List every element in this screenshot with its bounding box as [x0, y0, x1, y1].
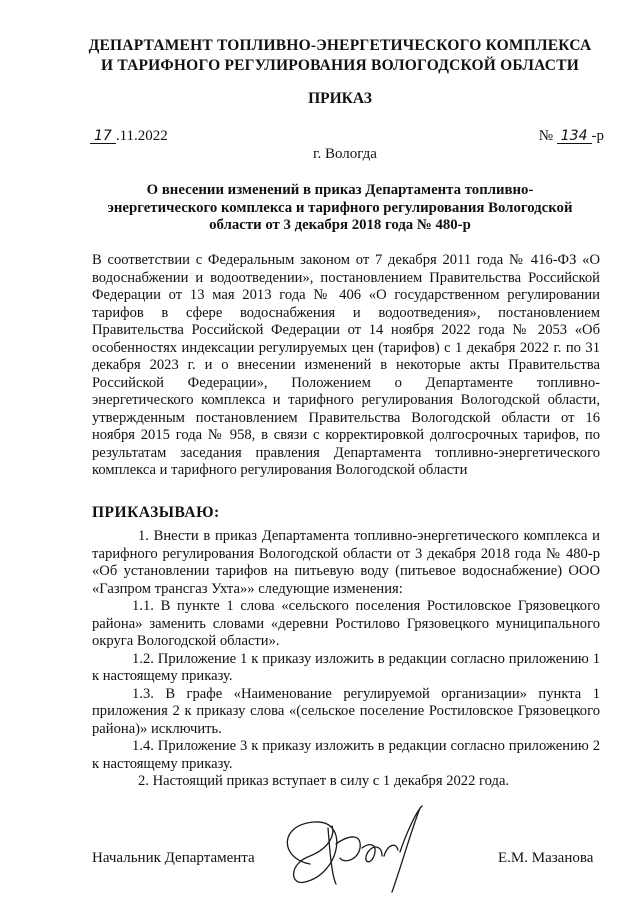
- date-rest: .11.2022: [115, 128, 168, 144]
- handwritten-number: 134: [557, 129, 592, 144]
- signer-title: Начальник Департамента: [92, 850, 255, 866]
- handwritten-day: 17: [90, 129, 116, 144]
- city: г. Вологда: [313, 146, 377, 162]
- document-type: ПРИКАЗ: [308, 90, 372, 107]
- order-items: [92, 528, 600, 791]
- handwritten-signature: [270, 804, 440, 900]
- signer-name: Е.М. Мазанова: [498, 850, 594, 866]
- order-date: [90, 128, 168, 145]
- item-1-2: 1.2. Приложение 1 к приказу изложить в редакции согласно приложению 1 к настоящему приказу.: [92, 650, 600, 684]
- item-2: 2. Настоящий приказ вступает в силу с 1 декабря 2022 года.: [138, 773, 510, 789]
- preamble-paragraph: В соответствии с Федеральным законом от 7 декабря 2011 года № 416-ФЗ «О водоснабжении и водоотведении», постановлением Правительства Российской Федерации от 13 мая 2013 года № 406 «О государственном регулировании тарифов в сфере водоснабжения и водоотведения», постановлением Правительства Российской Федерации от 14 ноября 2022 года № 2053 «Об особенностях индексации регулируемых цен (тарифов) с 1 декабря 2022 г. по 31 декабря 2023 г. и о внесении изменений в некоторые акты Правительства Российской Федерации», Положением о Департаменте топливно-энергетического комплекса и тарифного регулирования Вологодской области, утвержденным постановлением Правительства Вологодской области от 16 ноября 2015 года № 958, в связи с корректировкой долгосрочных тарифов, по результатам заседания правления Департамента топливно-энергетического комплекса и тарифного регулирования Вологодской области: [92, 252, 600, 478]
- order-subject: О внесении изменений в приказ Департамента топливно-энергетического комплекса и тарифного регулирования Вологодской области от 3 декабря 2018 года № 480-р: [107, 182, 573, 233]
- order-number: [539, 128, 604, 145]
- item-1-4: 1.4. Приложение 3 к приказу изложить в редакции согласно приложению 2 к настоящему приказу.: [92, 738, 600, 772]
- department-line-1: ДЕПАРТАМЕНТ ТОПЛИВНО-ЭНЕРГЕТИЧЕСКОГО КОМПЛЕКСА: [88, 37, 592, 54]
- item-1-3: 1.3. В графе «Наименование регулируемой организации» пункта 1 приложения 2 к приказу слова «(сельское поселение Ростиловское Грязовецкого района)» исключить.: [92, 685, 600, 737]
- department-header: [60, 36, 620, 76]
- department-line-2: И ТАРИФНОГО РЕГУЛИРОВАНИЯ ВОЛОГОДСКОЙ ОБЛАСТИ: [101, 57, 579, 74]
- item-1: 1. Внести в приказ Департамента топливно-энергетического комплекса и тарифного регулирования Вологодской области от 3 декабря 2018 года № 480-р «Об установлении тарифов на питьевую воду (питьевое водоснабжение) ООО «Газпром трансгаз Ухта»» следующие изменения:: [92, 528, 600, 597]
- decree-heading: ПРИКАЗЫВАЮ:: [92, 504, 220, 521]
- number-suffix: -р: [591, 128, 604, 144]
- item-1-1: 1.1. В пункте 1 слова «сельского поселения Ростиловское Грязовецкого района» заменить словами «деревни Ростилово Грязовецкого муниципального округа Вологодской области».: [92, 598, 600, 649]
- number-sign: №: [538, 128, 554, 144]
